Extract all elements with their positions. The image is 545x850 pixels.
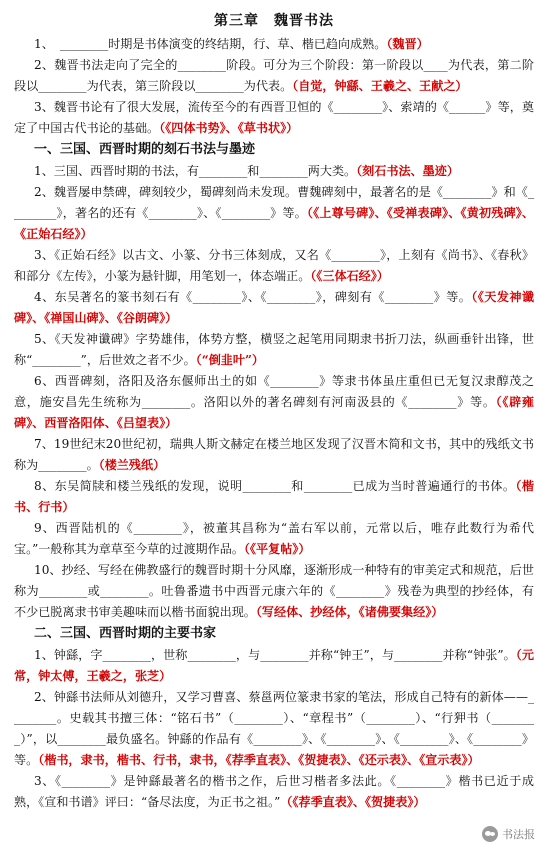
- question-text: 6、西晋碑刻，洛阳及洛东偃师出土的如《________》等隶书体虽庄重但已无复汉隶醇茂之意，施安昌先生统称为________。洛阳以外的著名碑刻有河南汲县的《________》等。: [14, 374, 534, 409]
- question-text: 2、魏晋书法走向了完全的________阶段。可分为三个阶段：第一阶段以____为代表，第二阶段以________为代表，第三阶段以________为代表。: [14, 58, 534, 93]
- question-text: 10、抄经、写经在佛教盛行的魏晋时期十分风靡，逐渐形成一种特有的审美定式和规范，后世称为________或________。吐鲁番遗书中西晋元康六年的《________》残卷为典型的抄经体，有不少已脱离隶书审美趣味而以楷书面貌出现。: [14, 563, 534, 619]
- question-text: 9、西晋陆机的《________》，被董其昌称为“盖右军以前，元常以后，唯存此数行为希代宝。”一般称其为章草至今草的过渡期作品。: [14, 521, 534, 556]
- question-item: [14, 245, 534, 287]
- question-text: 1、三国、西晋时期的书法，有________和________两大类。: [34, 164, 357, 178]
- answer-text: （“倒韭叶”）: [195, 353, 265, 367]
- question-item: [14, 287, 534, 329]
- watermark-text: 书法报: [502, 828, 535, 841]
- answer-text: （《辟雍碑》、西晋洛阳体、《吕望表》）: [14, 395, 534, 430]
- answer-text: （《四体书势》、《草书状》）: [159, 121, 299, 135]
- question-text: 3、《正始石经》以古文、小篆、分书三体刻成，又名《________》，上刻有《尚书》、《春秋》和部分《左传》，小篆为悬针脚，用笔划一，体态端正。: [14, 248, 534, 283]
- question-item: [14, 97, 534, 139]
- question-item: [14, 687, 534, 771]
- question-text: 3、《________》是钟繇最著名的楷书之作，后世习楷者多法此。《________》楷书已近于成熟，《宣和书谱》评曰：“备尽法度，为正书之祖。”: [14, 774, 534, 809]
- answer-text: （写经体、抄经体，《诸佛要集经》）: [255, 605, 444, 619]
- answer-text: （楼兰残纸）: [98, 458, 166, 472]
- question-item: [14, 55, 534, 97]
- answer-text: （《上尊号碑》、《受禅表碑》、《黄初残碑》、《正始石经》）: [14, 206, 534, 241]
- question-text: 2、魏晋屡申禁碑，碑刻较少，蜀碑刻尚未发现。曹魏碑刻中，最著名的是《________》和《________》，著名的还有《________》、《________》等。: [14, 185, 534, 220]
- section-heading: 一、三国、西晋时期的刻石书法与墨迹: [34, 142, 256, 157]
- question-text: 4、东吴著名的篆书刻石有《________》、《________》，碑刻有《________》等。: [34, 290, 472, 304]
- answer-text: （《天发神谶碑》、《禅国山碑》、《谷朗碑》）: [14, 290, 535, 325]
- document-page: [14, 10, 534, 813]
- answer-text: （《平复帖》）: [243, 542, 311, 556]
- question-text: 1、 ________时期是书体演变的终结期，行、草、楷已趋向成熟。: [34, 37, 387, 51]
- question-text: 8、东吴简牍和楼兰残纸的发现，说明________和________已成为当时普遍通行的书体。: [34, 479, 516, 493]
- question-text: 1、钟繇，字________，世称________，与________并称“钟王”，与________并称“钟张”。: [34, 648, 516, 662]
- answer-text: （元常，钟太傅，王羲之，张芝）: [14, 648, 534, 683]
- question-item: [14, 518, 534, 560]
- answer-text: （楷书、行书）: [14, 479, 535, 514]
- question-item: [14, 560, 534, 623]
- answer-text: （《三体石经》）: [310, 269, 389, 283]
- answer-text: （楷书，隶书，楷书、行书，隶书，《荐季直表》、《贺捷表》、《还示表》、《宣示表》）: [38, 753, 480, 767]
- question-item: [14, 182, 534, 245]
- question-item: [14, 645, 534, 687]
- answer-text: （魏晋）: [386, 37, 429, 51]
- answer-text: （《荐季直表》、《贺捷表》）: [280, 795, 426, 809]
- question-item: [14, 371, 534, 434]
- chapter-title: 第三章 魏晋书法: [214, 13, 334, 29]
- question-text: 7、19世纪末20世纪初，瑞典人斯文赫定在楼兰地区发现了汉晋木简和文书，其中的残纸文书称为________。: [14, 437, 534, 472]
- watermark: [482, 826, 535, 842]
- question-text: 5、《天发神谶碑》字势雄伟，体势方整，横竖之起笔用同期隶书折刀法，纵画垂针出锋，世称“________”，后世效之者不少。: [14, 332, 534, 367]
- question-item: [14, 34, 534, 55]
- question-item: [14, 434, 534, 476]
- question-item: [14, 476, 534, 518]
- question-text: 3、魏晋书论有了很大发展，流传至今的有西晋卫恒的《________》、索靖的《______》等，奠定了中国古代书论的基础。: [14, 100, 534, 135]
- answer-text: （自觉，钟繇、王羲之、王献之）: [292, 79, 468, 93]
- section-heading: 二、三国、西晋时期的主要书家: [34, 626, 217, 641]
- answer-text: （刻石书法、墨迹）: [356, 164, 459, 178]
- question-item: [14, 771, 534, 813]
- question-text: 2、钟繇书法师从刘德升，又学习曹喜、蔡邕两位篆隶书家的笔法，形成自己特有的新体——________。史载其书擅三体：“铭石书”（________）、“章程书”（________）、“行狎书（________）”，以________最负盛名。钟繇的作品有《________》、《________》、《________》、《________》等。: [14, 690, 534, 767]
- question-item: [14, 329, 534, 371]
- question-item: [14, 161, 534, 182]
- wechat-icon: [482, 826, 498, 842]
